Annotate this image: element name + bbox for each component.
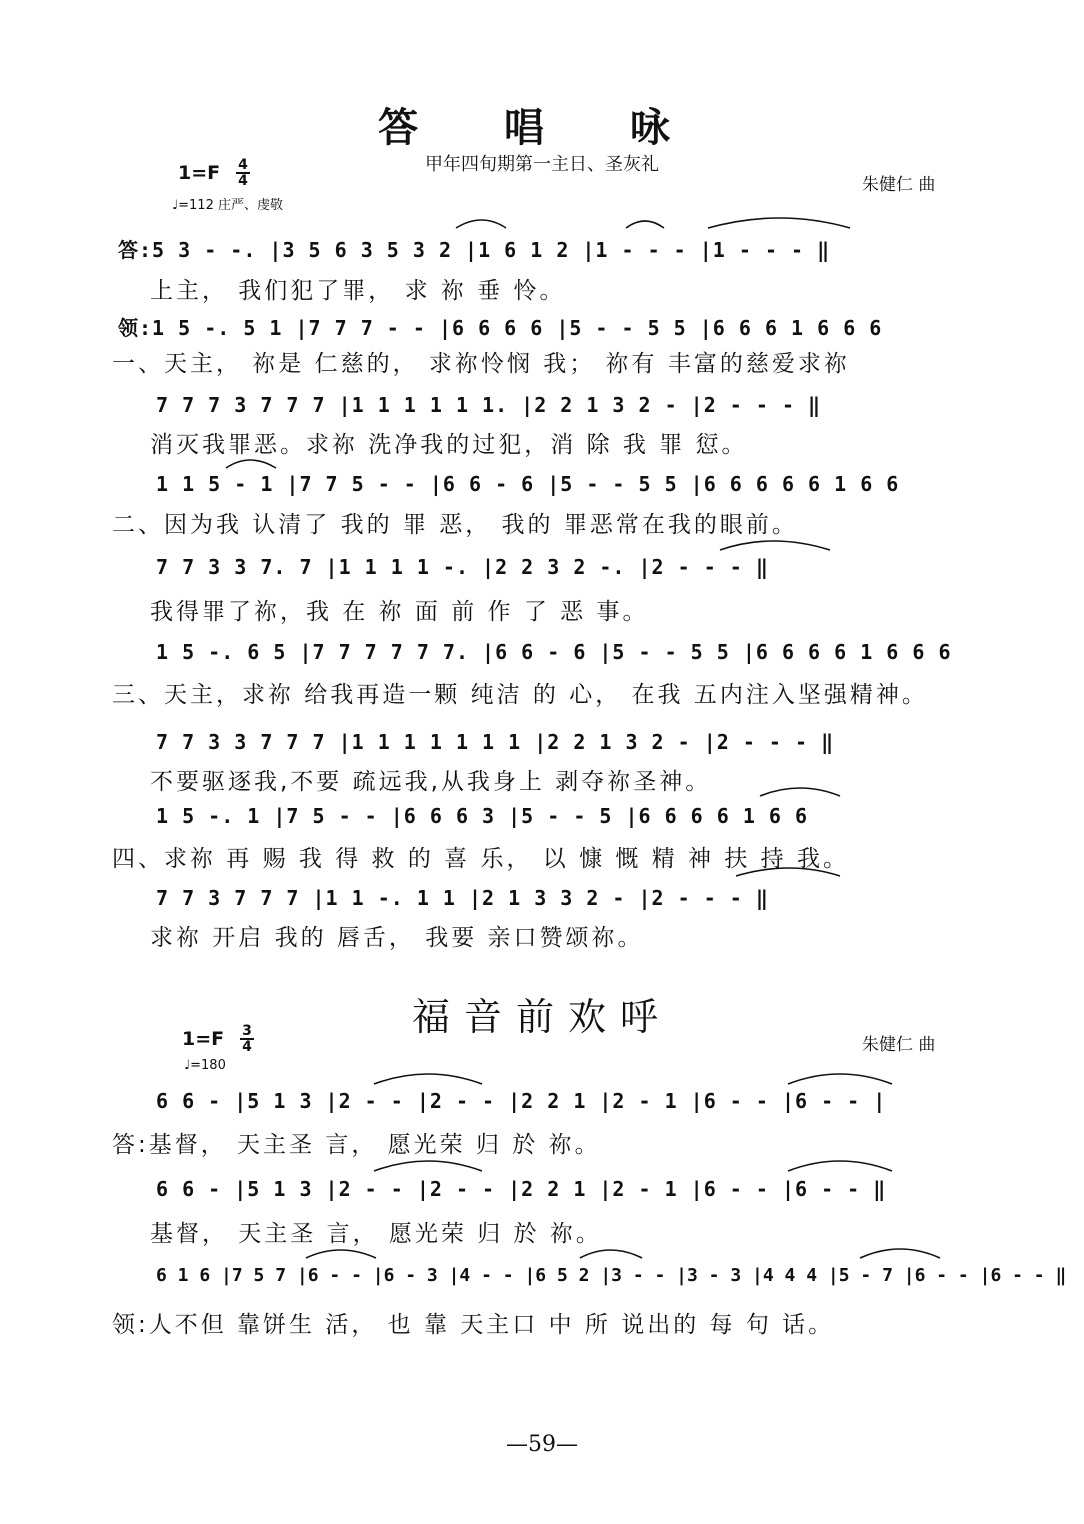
notation-line: 1 5 -. 6 5 |7 7 7 7 7 7. |6 6 - 6 |5 - - 5 5 |6 6 6 6 1 6 6 6 — [156, 640, 952, 664]
slur — [760, 788, 840, 796]
song2-tempo: ♩=180 — [184, 1058, 226, 1073]
lyric-line: 三、天主，求祢 给我再造一颗 纯洁 的 心， 在我 五内注入坚强精神。 — [112, 682, 928, 708]
song1-subtitle: 甲年四旬期第一主日、圣灰礼 — [425, 154, 659, 175]
notation-line: 领:1 5 -. 5 1 |7 7 7 - - |6 6 6 6 |5 - - 5 5 |6 6 6 1 6 6 6 — [118, 316, 883, 340]
notation-line: 答:5 3 - -. |3 5 6 3 5 3 2 |1 6 1 2 |1 - - - |1 - - - ‖ — [118, 238, 831, 262]
lyric-line: 上主， 我们犯了罪， 求 祢 垂 怜。 — [150, 278, 566, 304]
slur — [626, 221, 664, 228]
slur — [374, 1161, 482, 1171]
song2-composer: 朱健仁 曲 — [862, 1035, 936, 1055]
lyric-line: 一、天主， 祢是 仁慈的， 求祢怜悯 我； 祢有 丰富的慈爱求祢 — [112, 351, 850, 377]
lyric-line: 消灭我罪恶。求祢 洗净我的过犯，消 除 我 罪 愆。 — [150, 432, 748, 458]
slur — [736, 868, 840, 876]
lyric-line: 答:基督， 天主圣 言， 愿光荣 归 於 祢。 — [112, 1132, 601, 1158]
slur — [306, 1250, 376, 1258]
notation-line: 7 7 3 3 7 7 7 |1 1 1 1 1 1 1 |2 2 1 3 2 - |2 - - - ‖ — [156, 730, 835, 754]
lyric-line: 二、因为我 认清了 我的 罪 恶， 我的 罪恶常在我的眼前。 — [112, 512, 798, 538]
notation-line: 1 1 5 - 1 |7 7 5 - - |6 6 - 6 |5 - - 5 5 |6 6 6 6 6 1 6 6 — [156, 472, 900, 496]
notation-line: 6 1 6 |7 5 7 |6 - - |6 - 3 |4 - - |6 5 2 |3 - - |3 - 3 |4 4 4 |5 - 7 |6 - - |6 - - ‖ — [156, 1265, 1067, 1286]
lyric-line: 不要驱逐我,不要 疏远我,从我身上 剥夺祢圣神。 — [150, 769, 712, 795]
notation-line: 7 7 7 3 7 7 7 |1 1 1 1 1 1. |2 2 1 3 2 - |2 - - - ‖ — [156, 393, 822, 417]
lyric-line: 求祢 开启 我的 唇舌， 我要 亲口赞颂祢。 — [150, 925, 644, 951]
lyric-line: 领:人不但 靠饼生 活， 也 靠 天主口 中 所 说出的 每 句 话。 — [112, 1312, 835, 1338]
notation-line: 7 7 3 7 7 7 |1 1 -. 1 1 |2 1 3 3 2 - |2 - - - ‖ — [156, 886, 769, 910]
slur — [456, 220, 506, 228]
slur — [226, 460, 276, 468]
song2-key: 1=F — [182, 1028, 225, 1050]
lyric-line: 基督， 天主圣 言， 愿光荣 归 於 祢。 — [150, 1221, 602, 1247]
song2-title: 福音前欢呼 — [411, 995, 672, 1039]
notation-line: 6 6 - |5 1 3 |2 - - |2 - - |2 2 1 |2 - 1 |6 - - |6 - - ‖ — [156, 1177, 887, 1201]
slur — [580, 1250, 642, 1258]
time-top: 4 — [238, 157, 248, 173]
slur — [788, 1161, 892, 1171]
time-bottom: 4 — [236, 172, 250, 188]
song1-composer: 朱健仁 曲 — [862, 175, 936, 195]
lyric-line: 我得罪了祢，我 在 祢 面 前 作 了 恶 事。 — [150, 599, 649, 625]
song1-title: 答 唱 咏 — [378, 104, 706, 151]
time-top: 3 — [242, 1023, 252, 1039]
slur — [788, 1074, 892, 1084]
notation-line: 6 6 - |5 1 3 |2 - - |2 - - |2 2 1 |2 - 1 |6 - - |6 - - | — [156, 1089, 887, 1113]
song1-key: 1=F — [178, 162, 221, 184]
notation-line: 1 5 -. 1 |7 5 - - |6 6 6 3 |5 - - 5 |6 6 6 6 1 6 6 — [156, 804, 809, 828]
page-number: —59— — [506, 1432, 578, 1457]
slur — [708, 218, 850, 228]
slur — [860, 1249, 940, 1258]
notation-line: 7 7 3 3 7. 7 |1 1 1 1 -. |2 2 3 2 -. |2 - - - ‖ — [156, 555, 769, 579]
song1-tempo: ♩=112 庄严、虔敬 — [172, 198, 283, 213]
time-bottom: 4 — [240, 1038, 254, 1054]
slur — [374, 1074, 482, 1084]
lyric-line: 四、求祢 再 赐 我 得 救 的 喜 乐， 以 慷 慨 精 神 扶 持 我。 — [112, 846, 849, 872]
slur — [720, 541, 830, 550]
